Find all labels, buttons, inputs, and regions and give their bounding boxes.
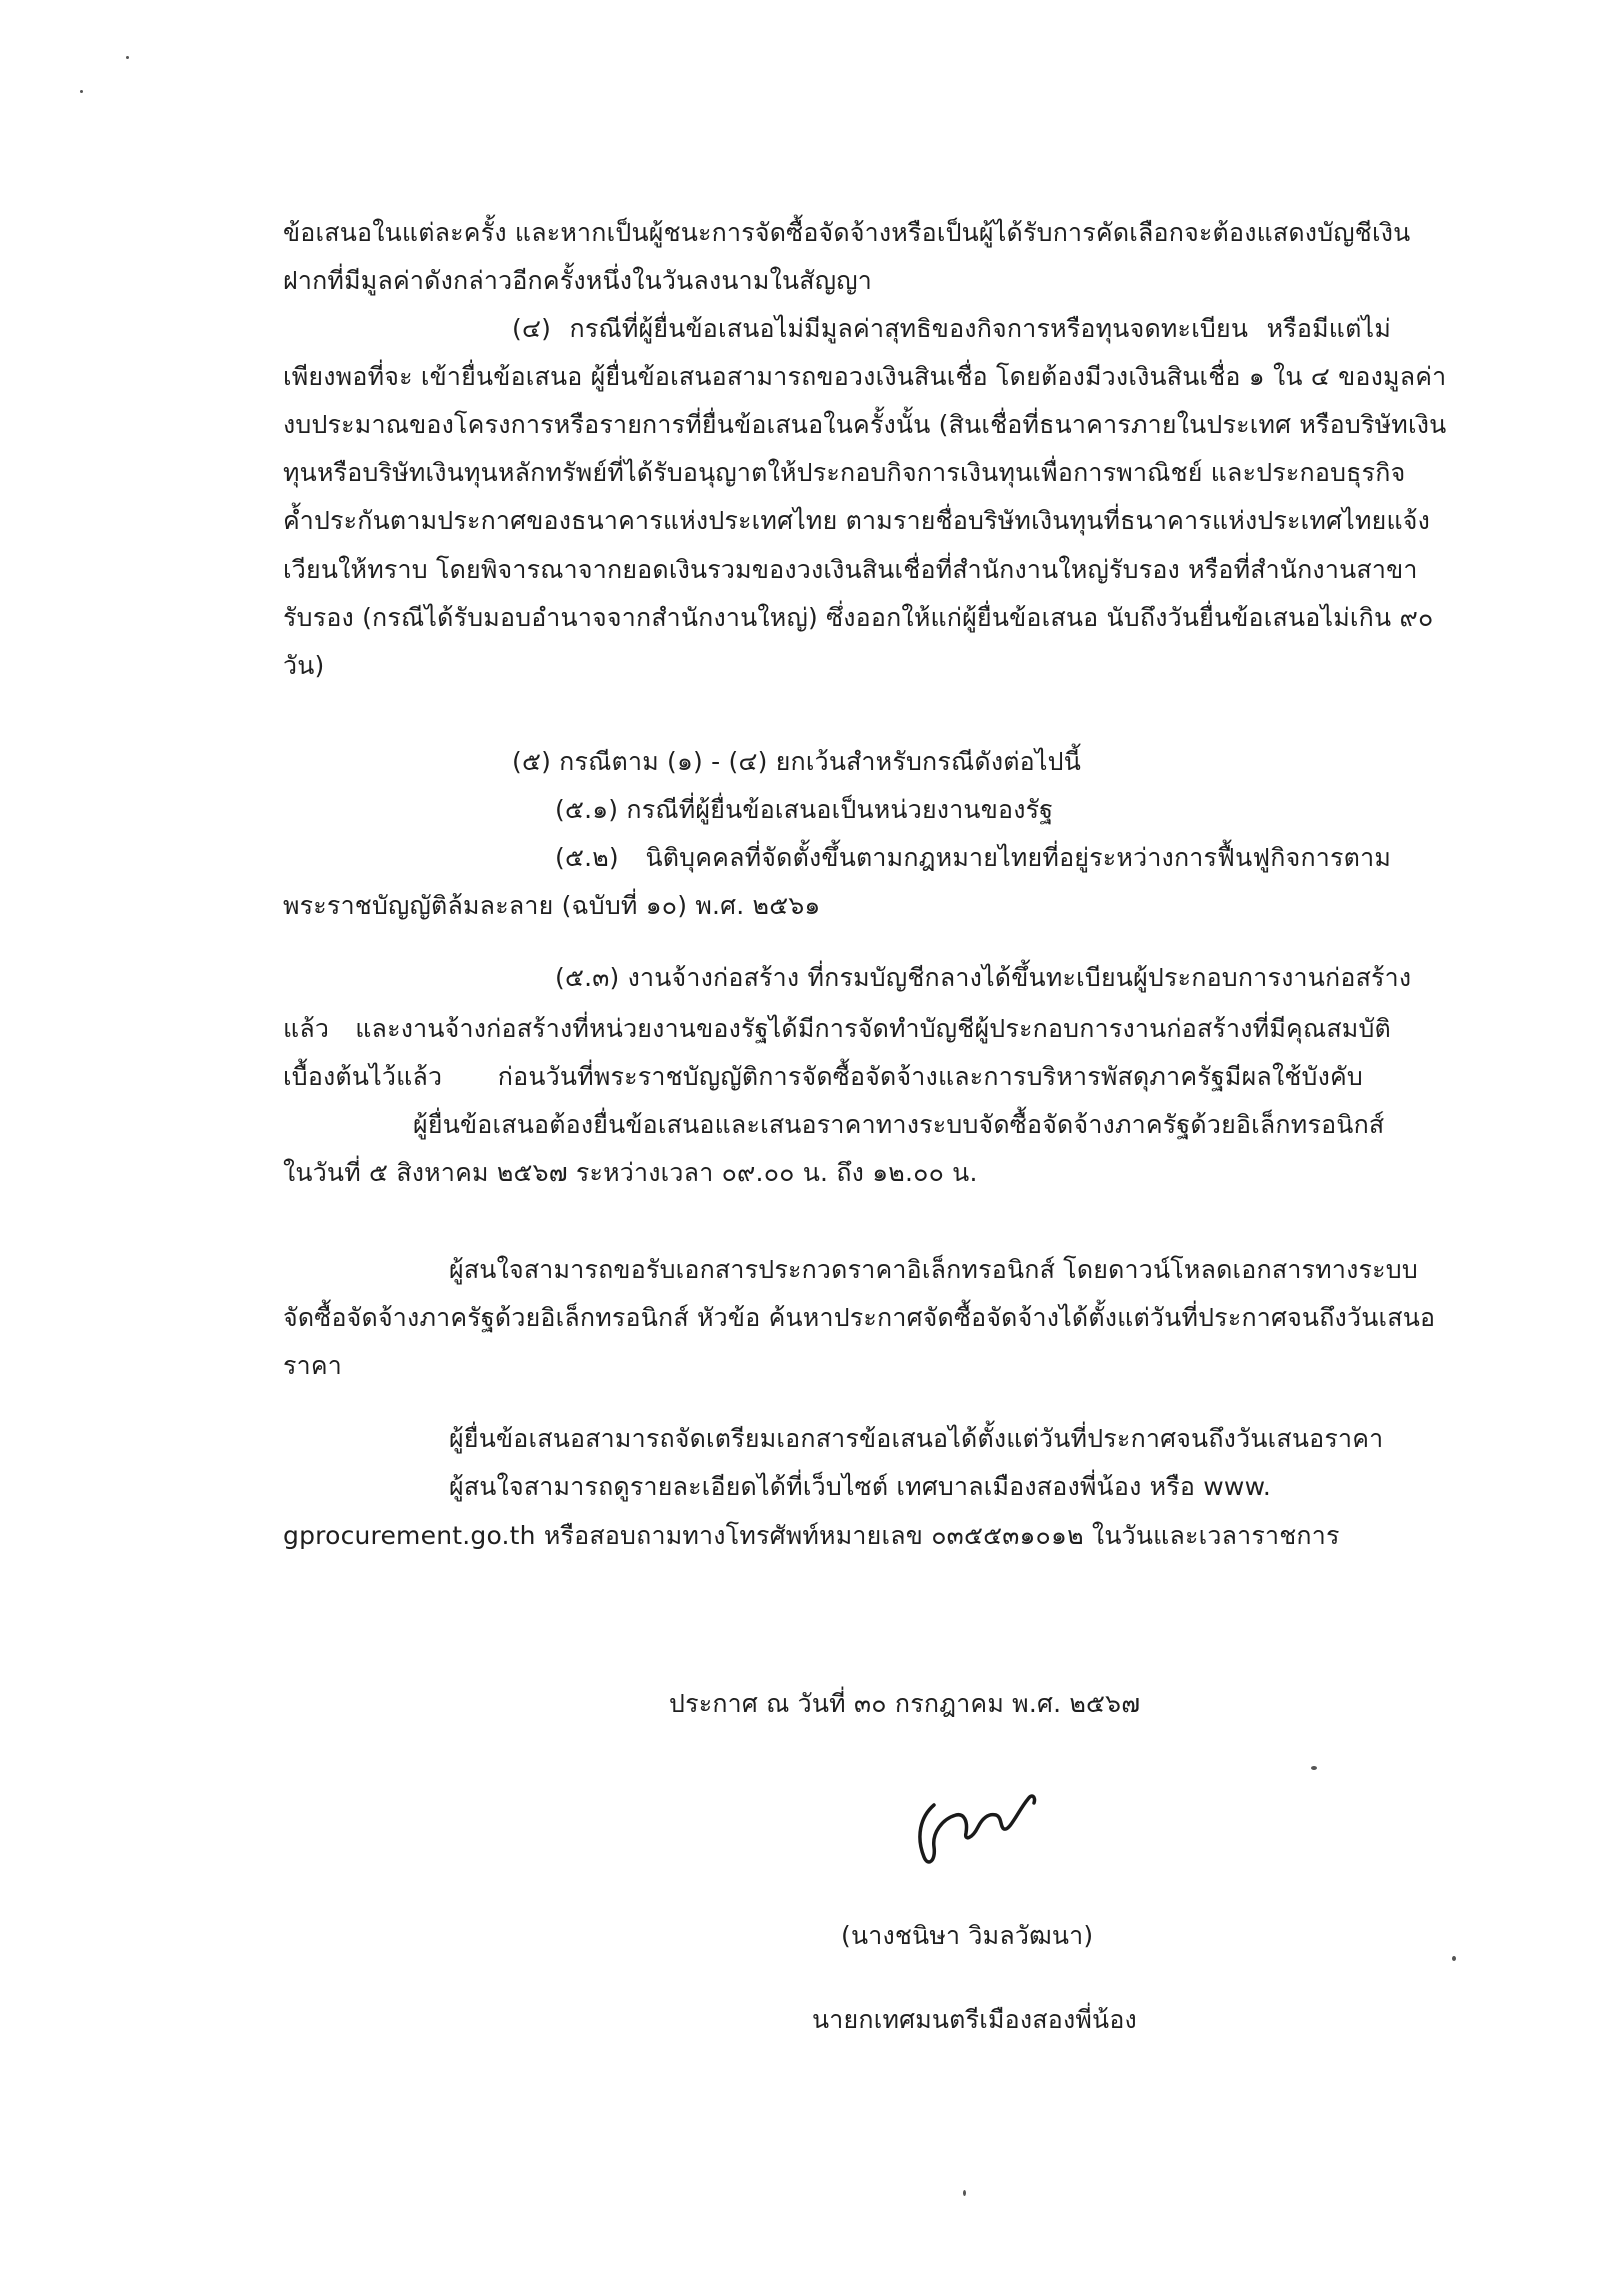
scan-speck	[1452, 1956, 1456, 1961]
body-line-10: วัน)	[283, 651, 325, 680]
body-line-15: (๕.๓) งานจ้างก่อสร้าง ที่กรมบัญชีกลางได้ขึ้นทะเบียนผู้ประกอบการงานก่อสร้าง	[555, 963, 1412, 992]
body-line-19: ในวันที่ ๕ สิงหาคม ๒๕๖๗ ระหว่างเวลา ๐๙.๐๐ น. ถึง ๑๒.๐๐ น.	[283, 1158, 978, 1187]
scan-speck	[80, 90, 83, 93]
scan-speck	[1311, 1766, 1317, 1770]
body-line-18: ผู้ยื่นข้อเสนอต้องยื่นข้อเสนอและเสนอราคาทางระบบจัดซื้อจัดจ้างภาครัฐด้วยอิเล็กทรอนิกส์	[413, 1110, 1385, 1139]
body-line-16: แล้ว และงานจ้างก่อสร้างที่หน่วยงานของรัฐได้มีการจัดทำบัญชีผู้ประกอบการงานก่อสร้างที่มีคุณสมบัติ	[283, 1014, 1391, 1043]
body-line-13: (๕.๒) นิติบุคคลที่จัดตั้งขึ้นตามกฎหมายไทยที่อยู่ระหว่างการฟื้นฟูกิจการตาม	[555, 843, 1391, 872]
body-line-14: พระราชบัญญัติล้มละลาย (ฉบับที่ ๑๐) พ.ศ. ๒๕๖๑	[283, 891, 821, 920]
body-line-11: (๕) กรณีตาม (๑) - (๔) ยกเว้นสำหรับกรณีดังต่อไปนี้	[512, 747, 1082, 776]
body-line-25: gprocurement.go.th หรือสอบถามทางโทรศัพท์หมายเลข ๐๓๕๕๓๑๐๑๒ ในวันและเวลาราชการ	[283, 1521, 1340, 1550]
body-line-6: ทุนหรือบริษัทเงินทุนหลักทรัพย์ที่ได้รับอนุญาตให้ประกอบกิจการเงินทุนเพื่อการพาณิชย์ และประกอบธุรกิจ	[283, 458, 1406, 487]
body-line-20: ผู้สนใจสามารถขอรับเอกสารประกวดราคาอิเล็กทรอนิกส์ โดยดาวน์โหลดเอกสารทางระบบ	[449, 1255, 1418, 1284]
body-line-17: เบื้องต้นไว้แล้ว ก่อนวันที่พระราชบัญญัติการจัดซื้อจัดจ้างและการบริหารพัสดุภาครัฐมีผลใช้บังคับ	[283, 1062, 1363, 1091]
body-line-7: ค้ำประกันตามประกาศของธนาคารแห่งประเทศไทย ตามรายชื่อบริษัทเงินทุนที่ธนาคารแห่งประเทศไทยแจ้ง	[283, 506, 1431, 535]
body-line-3: (๔) กรณีที่ผู้ยื่นข้อเสนอไม่มีมูลค่าสุทธิของกิจการหรือทุนจดทะเบียน หรือมีแต่ไม่	[512, 314, 1391, 343]
body-line-5: งบประมาณของโครงการหรือรายการที่ยื่นข้อเสนอในครั้งนั้น (สินเชื่อที่ธนาคารภายในประเทศ หรือบริษัทเงิน	[283, 410, 1447, 439]
body-line-9: รับรอง (กรณีได้รับมอบอำนาจจากสำนักงานใหญ่) ซึ่งออกให้แก่ผู้ยื่นข้อเสนอ นับถึงวันยื่นข้อเสนอไม่เกิน ๙๐	[283, 603, 1434, 632]
scan-speck	[963, 2190, 966, 2196]
body-line-4: เพียงพอที่จะ เข้ายื่นข้อเสนอ ผู้ยื่นข้อเสนอสามารถขอวงเงินสินเชื่อ โดยต้องมีวงเงินสินเชื่อ ๑ ใน ๔ ของมูลค่า	[283, 362, 1447, 391]
body-line-21: จัดซื้อจัดจ้างภาครัฐด้วยอิเล็กทรอนิกส์ หัวข้อ ค้นหาประกาศจัดซื้อจัดจ้างได้ตั้งแต่วันที่ประกาศจนถึงวันเสนอ	[283, 1303, 1436, 1332]
body-line-2: ฝากที่มีมูลค่าดังกล่าวอีกครั้งหนึ่งในวันลงนามในสัญญา	[283, 266, 872, 295]
signatory-position: นายกเทศมนตรีเมืองสองพี่น้อง	[812, 2005, 1137, 2034]
body-line-8: เวียนให้ทราบ โดยพิจารณาจากยอดเงินรวมของวงเงินสินเชื่อที่สำนักงานใหญ่รับรอง หรือที่สำนักงานสาขา	[283, 555, 1418, 584]
signatory-name: (นางชนิษา วิมลวัฒนา)	[841, 1921, 1094, 1950]
announcement-date: ประกาศ ณ วันที่ ๓๐ กรกฎาคม พ.ศ. ๒๕๖๗	[669, 1689, 1141, 1718]
body-line-23: ผู้ยื่นข้อเสนอสามารถจัดเตรียมเอกสารข้อเสนอได้ตั้งแต่วันที่ประกาศจนถึงวันเสนอราคา	[449, 1424, 1384, 1453]
body-line-24: ผู้สนใจสามารถดูรายละเอียดได้ที่เว็บไซต์ เทศบาลเมืองสองพี่น้อง หรือ www.	[449, 1472, 1272, 1501]
body-line-22: ราคา	[283, 1351, 343, 1380]
body-line-1: ข้อเสนอในแต่ละครั้ง และหากเป็นผู้ชนะการจัดซื้อจัดจ้างหรือเป็นผู้ได้รับการคัดเลือกจะต้องแสดงบัญชีเงิน	[283, 218, 1411, 247]
scan-speck	[126, 56, 129, 59]
body-line-12: (๕.๑) กรณีที่ผู้ยื่นข้อเสนอเป็นหน่วยงานของรัฐ	[555, 795, 1054, 824]
signature-image	[912, 1775, 1062, 1870]
